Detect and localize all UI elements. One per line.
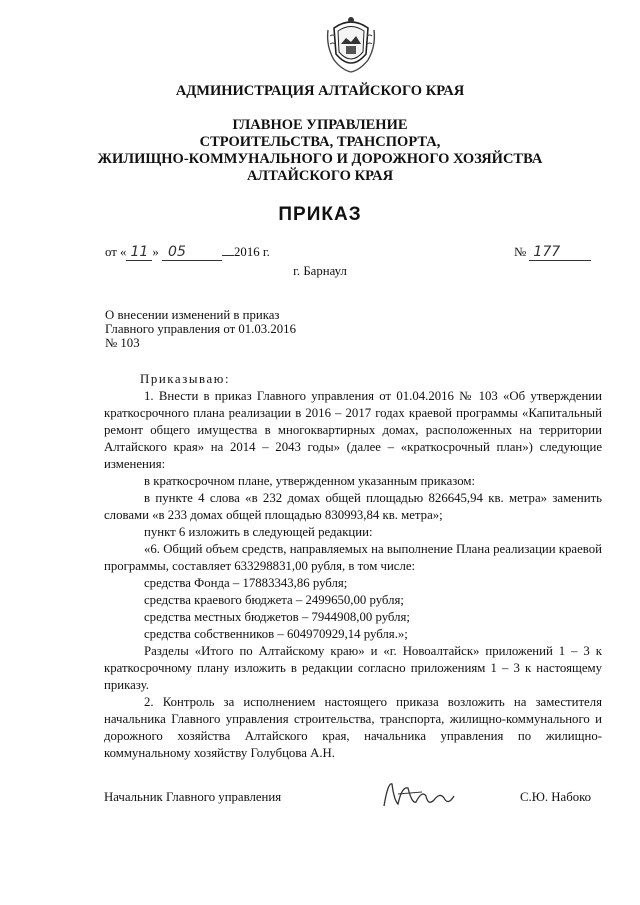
document-subject	[105, 308, 296, 350]
date-year: 2016 г.	[234, 245, 270, 259]
body-paragraph: пункт 6 изложить в следующей редакции:	[144, 525, 373, 539]
date-separator: »	[152, 245, 159, 259]
document-number	[514, 244, 591, 261]
document-body	[104, 371, 602, 762]
date-day: 11	[126, 244, 152, 261]
administration-title: АДМИНИСТРАЦИЯ АЛТАЙСКОГО КРАЯ	[175, 83, 465, 99]
body-paragraph: в пункте 4 слова «в 232 домах общей площадью 826645,94 кв. метра» заменить словами «в 233 домах общей площадью 830993,84 кв. метра»;	[104, 491, 602, 522]
document-date	[105, 244, 270, 261]
department-line: ЖИЛИЩНО-КОММУНАЛЬНОГО И ДОРОЖНОГО ХОЗЯЙСТВА	[97, 151, 543, 167]
order-intro: Приказываю:	[140, 372, 231, 386]
department-line: АЛТАЙСКОГО КРАЯ	[246, 168, 394, 184]
coat-of-arms-emblem	[324, 14, 378, 74]
subject-line: Главного управления от 01.03.2016	[105, 322, 296, 336]
body-paragraph: в краткосрочном плане, утвержденном указанным приказом:	[144, 474, 476, 488]
signatory-name: С.Ю. Набоко	[520, 790, 592, 804]
subject-line: О внесении изменений в приказ	[105, 308, 280, 322]
handwritten-signature	[378, 776, 458, 812]
number-value: 177	[529, 244, 591, 261]
body-paragraph: «6. Общий объем средств, направляемых на выполнение Плана реализации краевой программы, составляет 633298831,00 рубля, в том числе:	[104, 542, 602, 573]
city: г. Барнаул	[293, 264, 347, 278]
body-paragraph: 1. Внести в приказ Главного управления от 01.04.2016 № 103 «Об утверждении краткосрочного плана реализации в 2016 – 2017 годах краевой программы «Капитальный ремонт общего имущества в многоквартирных домах, расположенных на территории Алтайского края» на 2014 – 2043 годы» (далее – «краткосрочный план») следующие изменения:	[104, 389, 602, 471]
date-prefix: от «	[105, 245, 127, 259]
body-paragraph: средства местных бюджетов – 7944908,00 рубля;	[144, 610, 410, 624]
signatory-title: Начальник Главного управления	[104, 790, 282, 804]
department-title	[0, 117, 640, 185]
document-type-heading: ПРИКАЗ	[278, 204, 362, 225]
subject-line: № 103	[105, 336, 140, 350]
body-paragraph: средства Фонда – 17883343,86 рубля;	[144, 576, 348, 590]
body-paragraph: средства собственников – 604970929,14 рубля.»;	[144, 627, 408, 641]
body-paragraph: Разделы «Итого по Алтайскому краю» и «г. Новоалтайск» приложений 1 – 3 к краткосрочному плану изложить в редакции согласно приложениям 1 – 3 к настоящему приказу.	[104, 644, 602, 692]
body-paragraph: 2. Контроль за исполнением настоящего приказа возложить на заместителя начальника Главного управления строительства, транспорта, жилищно-коммунального и дорожного хозяйства Алтайского края, начальника управления по жилищно-коммунальному хозяйству Голубцова А.Н.	[104, 695, 602, 760]
department-line: ГЛАВНОЕ УПРАВЛЕНИЕ	[232, 117, 408, 133]
number-prefix: №	[514, 245, 527, 259]
department-line: СТРОИТЕЛЬСТВА, ТРАНСПОРТА,	[199, 134, 441, 150]
date-month: 05	[162, 244, 222, 261]
body-paragraph: средства краевого бюджета – 2499650,00 рубля;	[144, 593, 404, 607]
